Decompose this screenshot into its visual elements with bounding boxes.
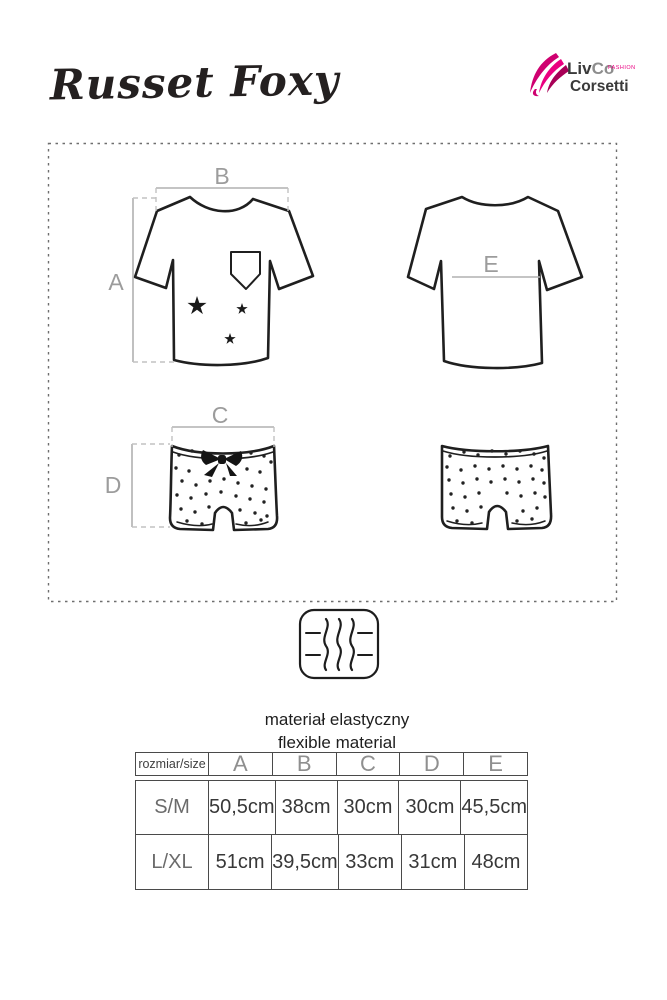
- value-cell: 39,5cm: [271, 835, 338, 889]
- size-table-body: [135, 780, 528, 890]
- measurement-label-b: B: [214, 163, 230, 189]
- value-cell: 30cm: [337, 781, 399, 834]
- material-note-pl: materiał elastyczny: [264, 710, 410, 729]
- size-cell: L/XL: [151, 850, 193, 873]
- elastic-material-icon: [300, 610, 378, 678]
- size-cell: S/M: [154, 796, 190, 818]
- product-title: Russet Foxy: [49, 55, 340, 110]
- size-table-header-cell: D: [399, 753, 463, 775]
- size-table-header-cell: C: [336, 753, 400, 775]
- value-cell: 33cm: [338, 835, 401, 889]
- table-row: [136, 835, 527, 889]
- material-note: [134, 708, 540, 754]
- brand-name-top: LivCo: [567, 59, 615, 78]
- material-note-en: flexible material: [277, 733, 397, 752]
- size-table-header-cell: A: [208, 753, 272, 775]
- value-cell: 30cm: [398, 781, 460, 834]
- size-table-header-cell: B: [272, 753, 336, 775]
- value-cell: 51cm: [208, 835, 271, 889]
- measurement-label-a: A: [108, 269, 124, 295]
- tshirt-back-drawing: [408, 197, 582, 368]
- measurement-label-c: C: [211, 402, 229, 428]
- size-table-header-row: [135, 752, 528, 776]
- shorts-back-drawing: [442, 446, 551, 529]
- brand-fashion-label: FASHION: [608, 65, 636, 71]
- table-row: [136, 781, 527, 835]
- value-cell: 31cm: [401, 835, 464, 889]
- value-cell: 38cm: [275, 781, 337, 834]
- value-cell: 50,5cm: [208, 781, 275, 834]
- measurement-label-d: D: [104, 472, 122, 498]
- size-table-header-cell: E: [463, 753, 527, 775]
- measurement-label-e: E: [483, 251, 499, 277]
- size-table-header-cell: rozmiar/size: [138, 757, 206, 771]
- size-table: [135, 752, 528, 890]
- tshirt-front-drawing: [135, 197, 313, 365]
- value-cell: 45,5cm: [460, 781, 527, 834]
- value-cell: 48cm: [464, 835, 527, 889]
- brand-name-bottom: Corsetti: [570, 78, 629, 95]
